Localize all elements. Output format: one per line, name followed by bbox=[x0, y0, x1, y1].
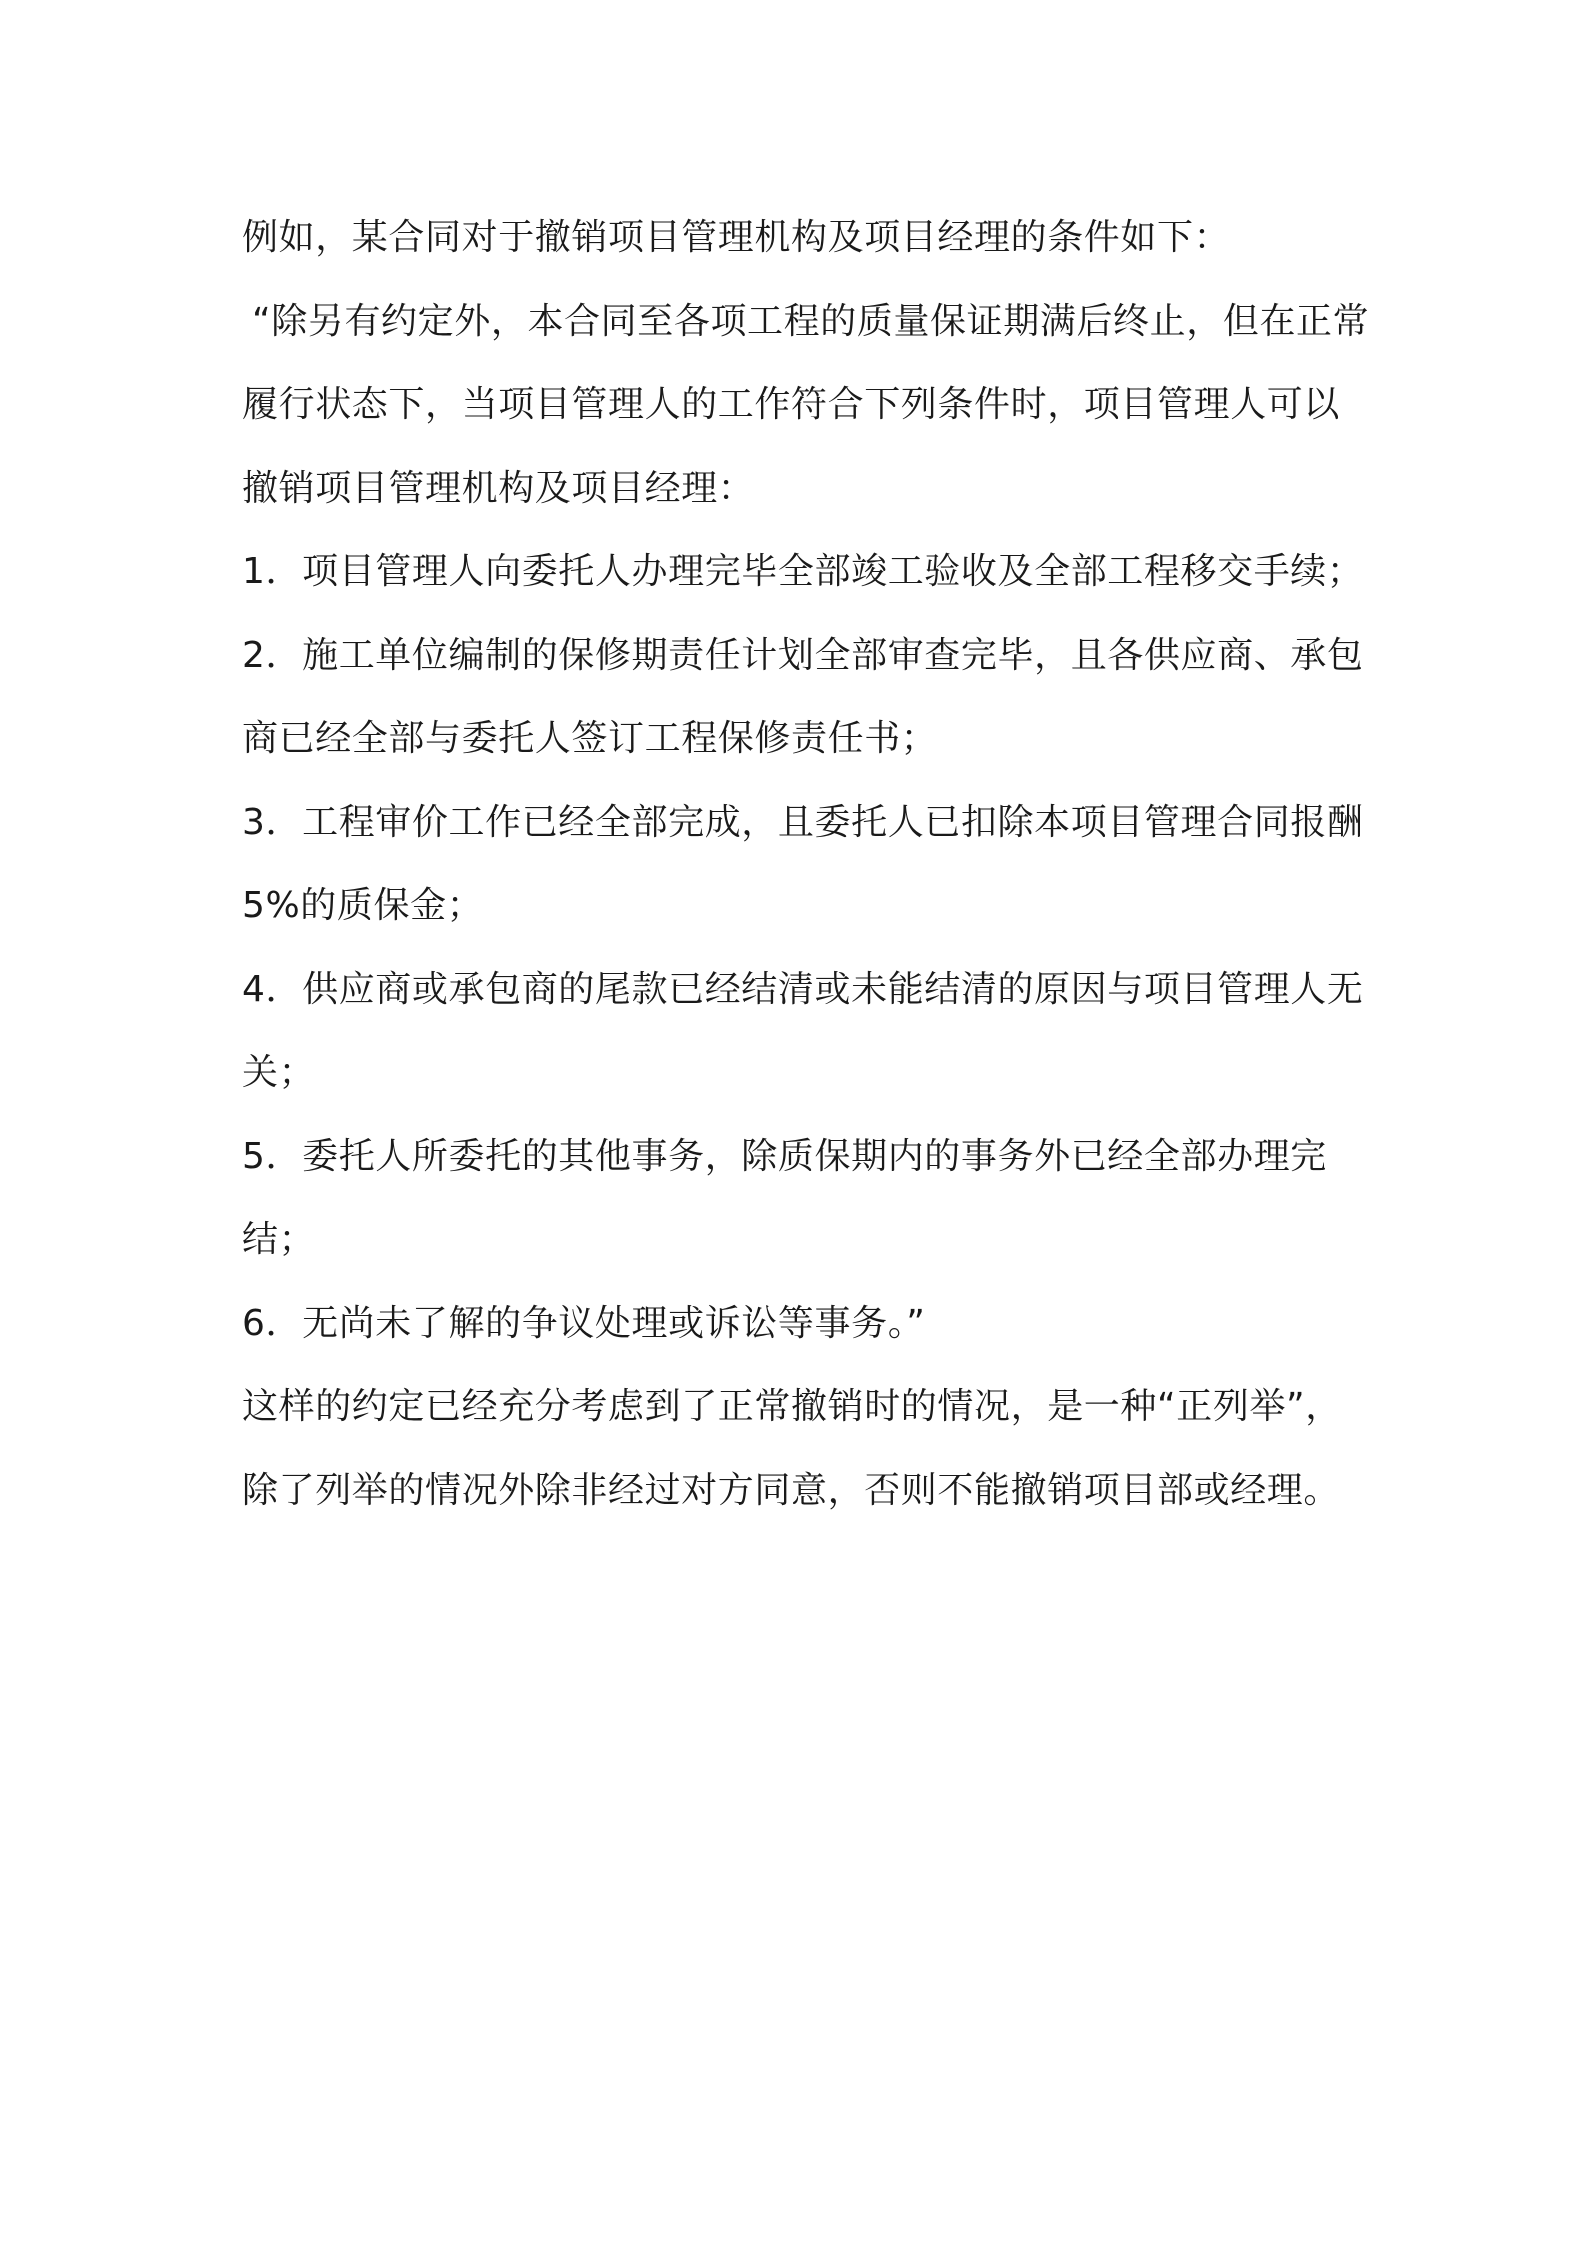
list-item-number: 1． bbox=[242, 551, 303, 592]
list-item-number: 4． bbox=[242, 968, 303, 1010]
list-item bbox=[242, 948, 1372, 1115]
list-item-number: 6． bbox=[242, 1302, 303, 1344]
intro-paragraph: 例如，某合同对于撤销项目管理机构及项目经理的条件如下： bbox=[242, 217, 1231, 258]
list-item bbox=[242, 1282, 1372, 1366]
list-item bbox=[242, 781, 1372, 948]
list-item-number: 3． bbox=[242, 801, 303, 843]
list-item-text: 委托人所委托的其他事务，除质保期内的事务外已经全部办理完结； bbox=[242, 1135, 1327, 1260]
list-item bbox=[242, 530, 1372, 614]
list-item bbox=[242, 614, 1372, 781]
list-item-text: 供应商或承包商的尾款已经结清或未能结清的原因与项目管理人无关； bbox=[242, 968, 1364, 1093]
list-item-text: 项目管理人向委托人办理完毕全部竣工验收及全部工程移交手续； bbox=[302, 551, 1364, 592]
list-item bbox=[242, 1115, 1372, 1282]
list-item-number: 5． bbox=[242, 1135, 303, 1177]
quote-intro-paragraph: “除另有约定外，本合同至各项工程的质量保证期满后终止，但在正常履行状态下，当项目管理人的工作符合下列条件时，项目管理人可以撤销项目管理机构及项目经理： bbox=[242, 300, 1370, 509]
list-item-number: 2． bbox=[242, 634, 303, 676]
conclusion-paragraph: 这样的约定已经充分考虑到了正常撤销时的情况，是一种“正列举”，除了列举的情况外除非经过对方同意，否则不能撤销项目部或经理。 bbox=[242, 1386, 1342, 1511]
list-item-text: 无尚未了解的争议处理或诉讼等事务。” bbox=[302, 1302, 926, 1344]
list-item-text: 施工单位编制的保修期责任计划全部审查完毕，且各供应商、承包商已经全部与委托人签订工程保修责任书； bbox=[242, 634, 1364, 759]
list-item-text: 工程审价工作已经全部完成，且委托人已扣除本项目管理合同报酬 5%的质保金； bbox=[242, 801, 1364, 926]
document-body bbox=[242, 196, 1372, 1532]
